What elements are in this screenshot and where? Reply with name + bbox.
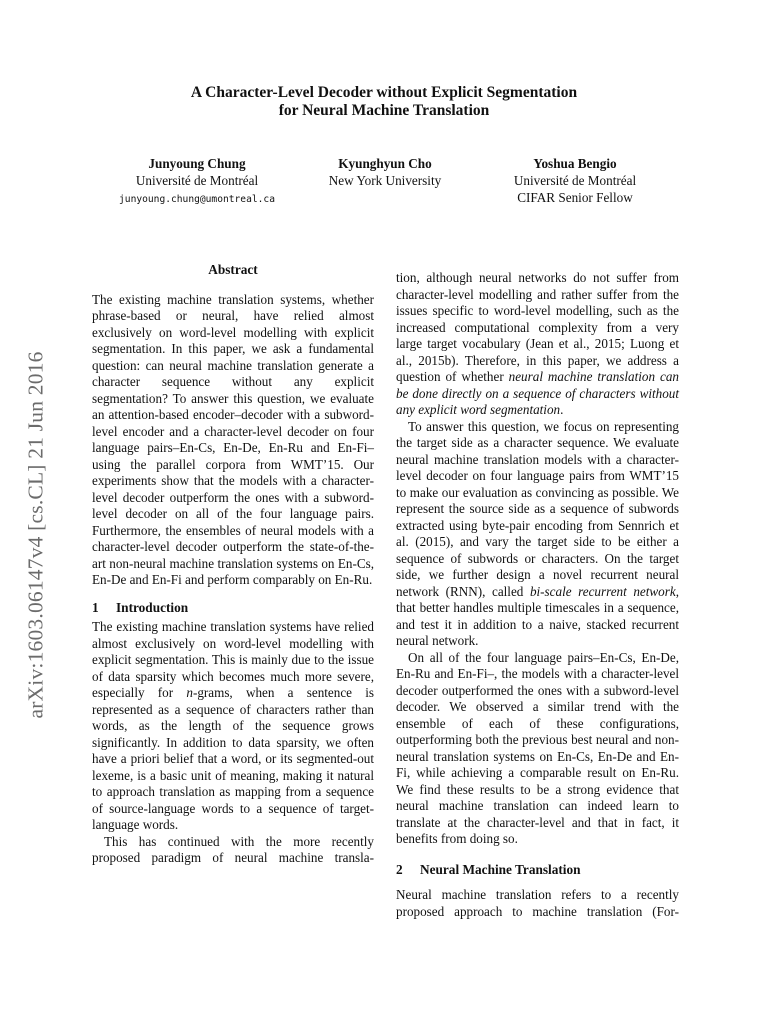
section-heading-nmt bbox=[396, 862, 679, 879]
author-block bbox=[470, 155, 680, 206]
title-line-1: A Character-Level Decoder without Explicit Segmentation bbox=[190, 84, 578, 101]
section-title: Neural Machine Translation bbox=[420, 861, 581, 877]
paper-title bbox=[0, 84, 768, 120]
text-run: The existing machine translation systems have relied almost exclusively on word-level modelling with explicit segmentation. This is mainly due to the issue of data sparsity which becomes much more severe, especially for bbox=[92, 619, 374, 700]
text-run: tion, although neural networks do not suffer from character-level modelling and rather suffer from the issues specific to word-level modelling, such as the increased computational complexity from a very large target vocabulary (Jean et al., 2015; Luong et al., 2015b). Therefore, in this paper, we address a question of whether bbox=[396, 270, 679, 384]
section-number: 2 bbox=[396, 861, 403, 877]
text-run: . bbox=[560, 402, 564, 417]
author-affiliation: Université de Montréal bbox=[135, 173, 259, 188]
text-run: To answer this question, we focus on representing the target side as a character sequence. We evaluate neural machine translation models with a character-level decoder on four language pairs from WMT’15 to make our evaluation as convincing as possible. We represent the source side as a sequence of subwords extracted using byte-pair encoding from Sennrich et al. (2015), and vary the target side to be either a sequence of subwords or characters. On the target side, we further design a novel recurrent neural network (RNN), called bbox=[396, 418, 679, 599]
intro-paragraph-2: This has continued with the more recently proposed paradigm of neural machine transla- bbox=[92, 833, 374, 865]
author-block bbox=[92, 155, 302, 208]
author-block bbox=[290, 155, 480, 189]
author-affiliation-2: CIFAR Senior Fellow bbox=[517, 190, 633, 205]
author-name: Yoshua Bengio bbox=[533, 156, 617, 171]
author-name: Junyoung Chung bbox=[148, 156, 246, 171]
intro-paragraph-4: On all of the four language pairs–En-Cs, En-De, En-Ru and En-Fi–, the models with a character-level decoder outperformed the ones with a subword-level decoder. We observed a similar trend with the ensemble of each of these configurations, outperforming both the previous best neural and non-neural translation systems on En-Cs, En-De and En-Fi, while achieving a comparable result on En-Ru. We find these results to be a strong evidence that neural machine translation can indeed learn to translate at the character-level and that in fact, it benefits from doing so. bbox=[396, 649, 679, 846]
right-column bbox=[396, 270, 679, 920]
text-run: -grams, when a sentence is represented as a sequence of characters rather than words, as the length of the sequence grows significantly. In addition to data sparsity, we often have a priori belief that a word, or its segmented-out lexeme, is a basic unit of meaning, making it natural to approach translation as mapping from a sequence of source-language words to a sequence of target-language words. bbox=[92, 685, 374, 832]
intro-paragraph-3 bbox=[396, 419, 679, 650]
arxiv-sidebar bbox=[16, 320, 56, 750]
author-affiliation: New York University bbox=[328, 173, 442, 188]
author-name: Kyunghyun Cho bbox=[338, 156, 432, 171]
section-title: Introduction bbox=[116, 599, 189, 615]
emphasized-term: bi-scale recurrent network bbox=[529, 583, 676, 599]
left-column bbox=[92, 262, 374, 867]
section-number: 1 bbox=[92, 599, 99, 615]
abstract-text: The existing machine translation systems, whether phrase-based or neural, have relied almost exclusively on word-level modelling with explicit segmentation. In this paper, we ask a fundamental question: can neural machine translation generate a character sequence without any explicit segmentation? To answer this question, we evaluate an attention-based encoder–decoder with a subword-level encoder and a character-level decoder on four language pairs–En-Cs, En-De, En-Ru and En-Fi– using the parallel corpora from WMT’15. Our experiments show that the models with a character-level decoder outperform the ones with a subword-level decoder on all of the four language pairs. Furthermore, the ensembles of neural models with a character-level decoder outperform the state-of-the-art non-neural machine translation systems on En-Cs, En-De and En-Fi and perform comparably on En-Ru. bbox=[92, 291, 374, 587]
arxiv-identifier[interactable]: arXiv:1603.06147v4 [cs.CL] 21 Jun 2016 bbox=[23, 351, 48, 719]
math-n: n bbox=[186, 685, 193, 700]
intro-paragraph-2-continued bbox=[396, 270, 679, 419]
intro-paragraph-1 bbox=[92, 619, 374, 834]
nmt-paragraph-1: Neural machine translation refers to a recently proposed approach to machine translation (For- bbox=[396, 887, 679, 919]
title-line-2: for Neural Machine Translation bbox=[278, 102, 490, 119]
section-heading-introduction bbox=[92, 600, 374, 617]
author-email[interactable]: junyoung.chung@umontreal.ca bbox=[119, 194, 275, 205]
abstract-heading: Abstract bbox=[208, 262, 258, 277]
emphasized-question: neural machine translation can be done directly on a sequence of characters without any explicit word segmentation bbox=[396, 369, 679, 417]
text-run: , that better handles multiple timescales in a sequence, and test it in addition to a naive, stacked recurrent neural network. bbox=[396, 583, 679, 648]
author-affiliation: Université de Montréal bbox=[513, 173, 637, 188]
